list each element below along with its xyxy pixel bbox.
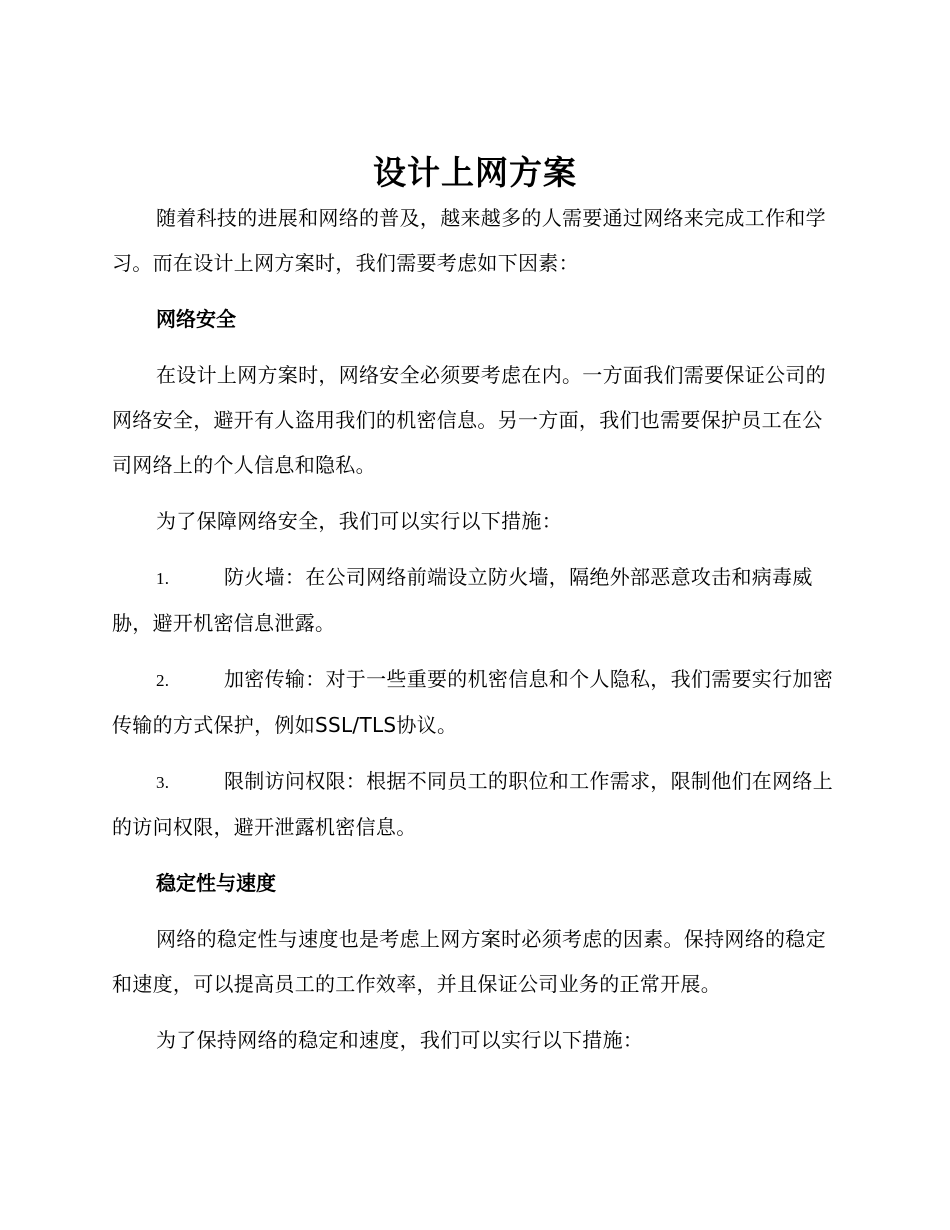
document-body bbox=[112, 150, 838, 1063]
section-heading-network-security: 网络安全 bbox=[156, 307, 236, 331]
list-number: 3. bbox=[156, 773, 170, 792]
stability-measures-intro: 为了保持网络的稳定和速度，我们可以实行以下措施： bbox=[156, 1028, 644, 1052]
list-number: 2. bbox=[156, 671, 170, 690]
list-item bbox=[112, 555, 838, 646]
list-item-text: 限制访问权限：根据不同员工的职位和工作需求，限制他们在网络上的访问权限，避开泄露机密信息。 bbox=[112, 769, 833, 839]
document-title: 设计上网方案 bbox=[373, 153, 577, 192]
security-paragraph: 在设计上网方案时，网络安全必须要考虑在内。一方面我们需要保证公司的网络安全，避开有人盗用我们的机密信息。另一方面，我们也需要保护员工在公司网络上的个人信息和隐私。 bbox=[112, 363, 826, 477]
list-number: 1. bbox=[156, 569, 170, 588]
section-heading-stability-speed: 稳定性与速度 bbox=[156, 871, 276, 895]
list-item bbox=[112, 759, 838, 850]
intro-paragraph: 随着科技的进展和网络的普及，越来越多的人需要通过网络来完成工作和学习。而在设计上网方案时，我们需要考虑如下因素： bbox=[112, 206, 826, 275]
list-item-text: 加密传输：对于一些重要的机密信息和个人隐私，我们需要实行加密传输的方式保护，例如SSL/TLS协议。 bbox=[112, 667, 833, 737]
list-item bbox=[112, 657, 838, 748]
stability-paragraph: 网络的稳定性与速度也是考虑上网方案时必须考虑的因素。保持网络的稳定和速度，可以提高员工的工作效率，并且保证公司业务的正常开展。 bbox=[112, 927, 826, 996]
list-item-text: 防火墙：在公司网络前端设立防火墙，隔绝外部恶意攻击和病毒威胁，避开机密信息泄露。 bbox=[112, 565, 813, 635]
security-measures-intro: 为了保障网络安全，我们可以实行以下措施： bbox=[156, 509, 562, 533]
